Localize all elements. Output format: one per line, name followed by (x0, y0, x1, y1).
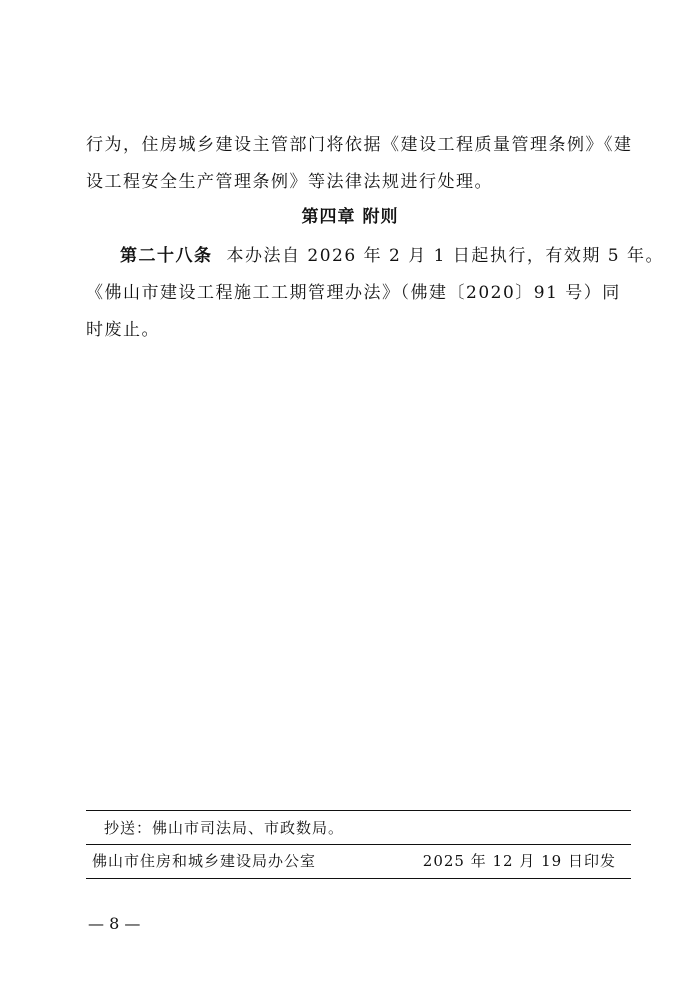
article-text: 本办法自 2026 年 2 月 1 日起执行，有效期 5 年。 (226, 246, 664, 266)
footer-middle-rule (86, 844, 631, 845)
article-label: 第二十八条 (120, 246, 213, 266)
chapter-heading: 第四章 附则 (301, 207, 399, 227)
paragraph-line: 设工程安全生产管理条例》等法律法规进行处理。 (86, 172, 493, 192)
footer-top-rule (86, 810, 631, 811)
article-28-paragraph (86, 238, 664, 349)
article-line: 时废止。 (86, 320, 160, 340)
page-number: — 8 — (88, 914, 141, 933)
issue-date: 2025 年 12 月 19 日印发 (422, 852, 616, 870)
cc-line: 抄送：佛山市司法局、市政数局。 (104, 819, 345, 837)
article-line: 《佛山市建设工程施工工期管理办法》（佛建〔2020〕91 号）同 (86, 283, 621, 303)
continued-paragraph (86, 127, 633, 201)
paragraph-line: 行为，住房城乡建设主管部门将依据《建设工程质量管理条例》《建 (86, 135, 633, 155)
article-first-line (86, 238, 664, 275)
issuing-office: 佛山市住房和城乡建设局办公室 (92, 852, 317, 870)
footer-bottom-rule (86, 878, 631, 879)
